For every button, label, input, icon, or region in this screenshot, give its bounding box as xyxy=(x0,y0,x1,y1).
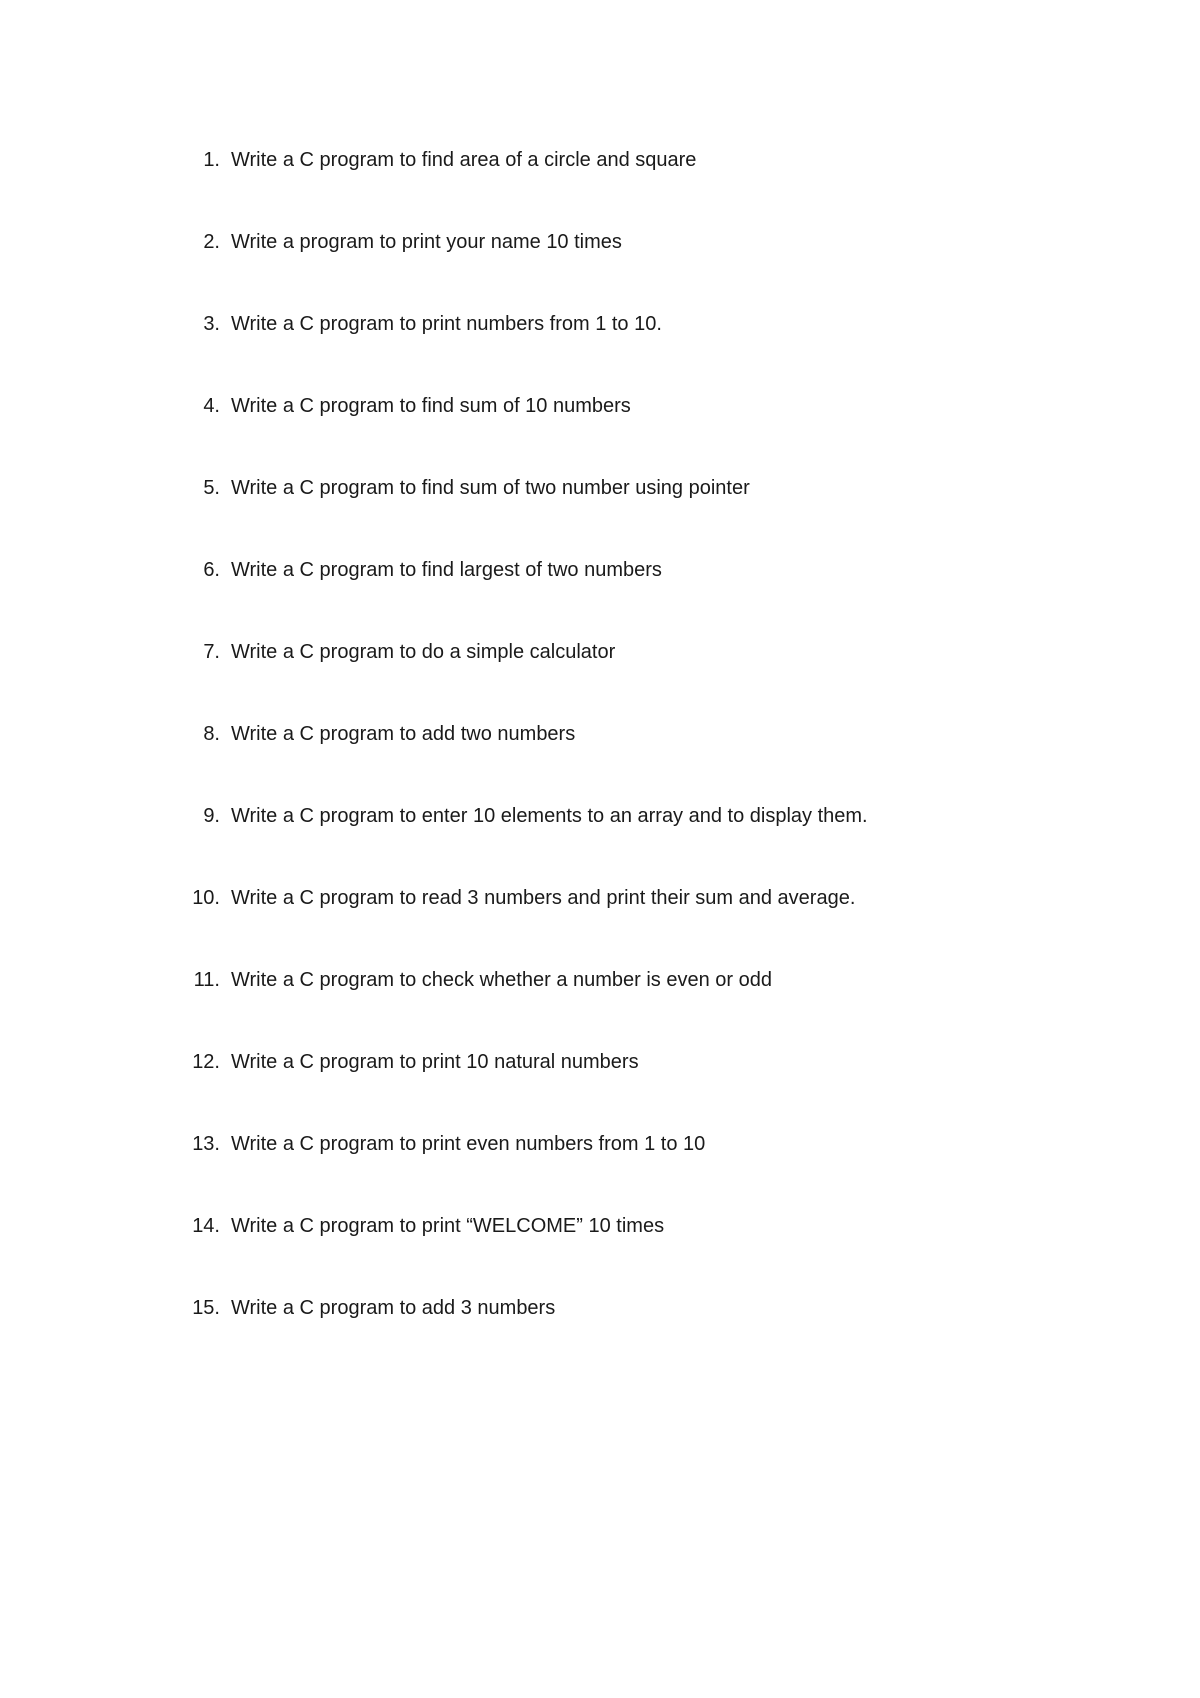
list-item xyxy=(184,801,1084,831)
question-text: Write a C program to print “WELCOME” 10 times xyxy=(231,1215,665,1237)
question-number: 4. xyxy=(203,395,220,417)
question-number: 8. xyxy=(203,723,220,745)
question-text: Write a C program to do a simple calculator xyxy=(231,641,616,663)
list-item xyxy=(184,227,1084,257)
question-text: Write a C program to find sum of 10 numbers xyxy=(231,395,631,417)
question-text: Write a program to print your name 10 times xyxy=(231,231,622,253)
question-number: 1. xyxy=(203,149,220,171)
list-item xyxy=(184,883,1084,913)
list-item xyxy=(184,309,1084,339)
question-number: 9. xyxy=(203,805,220,827)
list-item xyxy=(184,555,1084,585)
question-text: Write a C program to enter 10 elements to an array and to display them. xyxy=(231,805,868,827)
question-text: Write a C program to print even numbers from 1 to 10 xyxy=(231,1133,706,1155)
list-item xyxy=(184,637,1084,667)
question-number: 3. xyxy=(203,313,220,335)
question-text: Write a C program to find area of a circle and square xyxy=(231,149,697,171)
list-item xyxy=(184,719,1084,749)
question-number: 5. xyxy=(203,477,220,499)
question-number: 13. xyxy=(192,1133,220,1155)
question-text: Write a C program to print numbers from 1 to 10. xyxy=(231,313,662,335)
list-item xyxy=(184,145,1084,175)
question-number: 10. xyxy=(192,887,220,909)
question-text: Write a C program to print 10 natural numbers xyxy=(231,1051,639,1073)
list-item xyxy=(184,1211,1084,1241)
question-number: 6. xyxy=(203,559,220,581)
list-item xyxy=(184,391,1084,421)
question-text: Write a C program to check whether a number is even or odd xyxy=(231,969,772,991)
question-text: Write a C program to add two numbers xyxy=(231,723,576,745)
list-item xyxy=(184,473,1084,503)
question-number: 11. xyxy=(193,969,220,991)
question-text: Write a C program to find largest of two numbers xyxy=(231,559,662,581)
question-text: Write a C program to find sum of two number using pointer xyxy=(231,477,750,499)
list-item xyxy=(184,1293,1084,1323)
question-number: 12. xyxy=(192,1051,220,1073)
question-number: 15. xyxy=(192,1297,220,1319)
list-item xyxy=(184,965,1084,995)
list-item xyxy=(184,1047,1084,1077)
question-text: Write a C program to add 3 numbers xyxy=(231,1297,556,1319)
question-number: 7. xyxy=(203,641,220,663)
question-text: Write a C program to read 3 numbers and print their sum and average. xyxy=(231,887,856,909)
question-number: 2. xyxy=(203,231,220,253)
list-item xyxy=(184,1129,1084,1159)
question-number: 14. xyxy=(192,1215,220,1237)
